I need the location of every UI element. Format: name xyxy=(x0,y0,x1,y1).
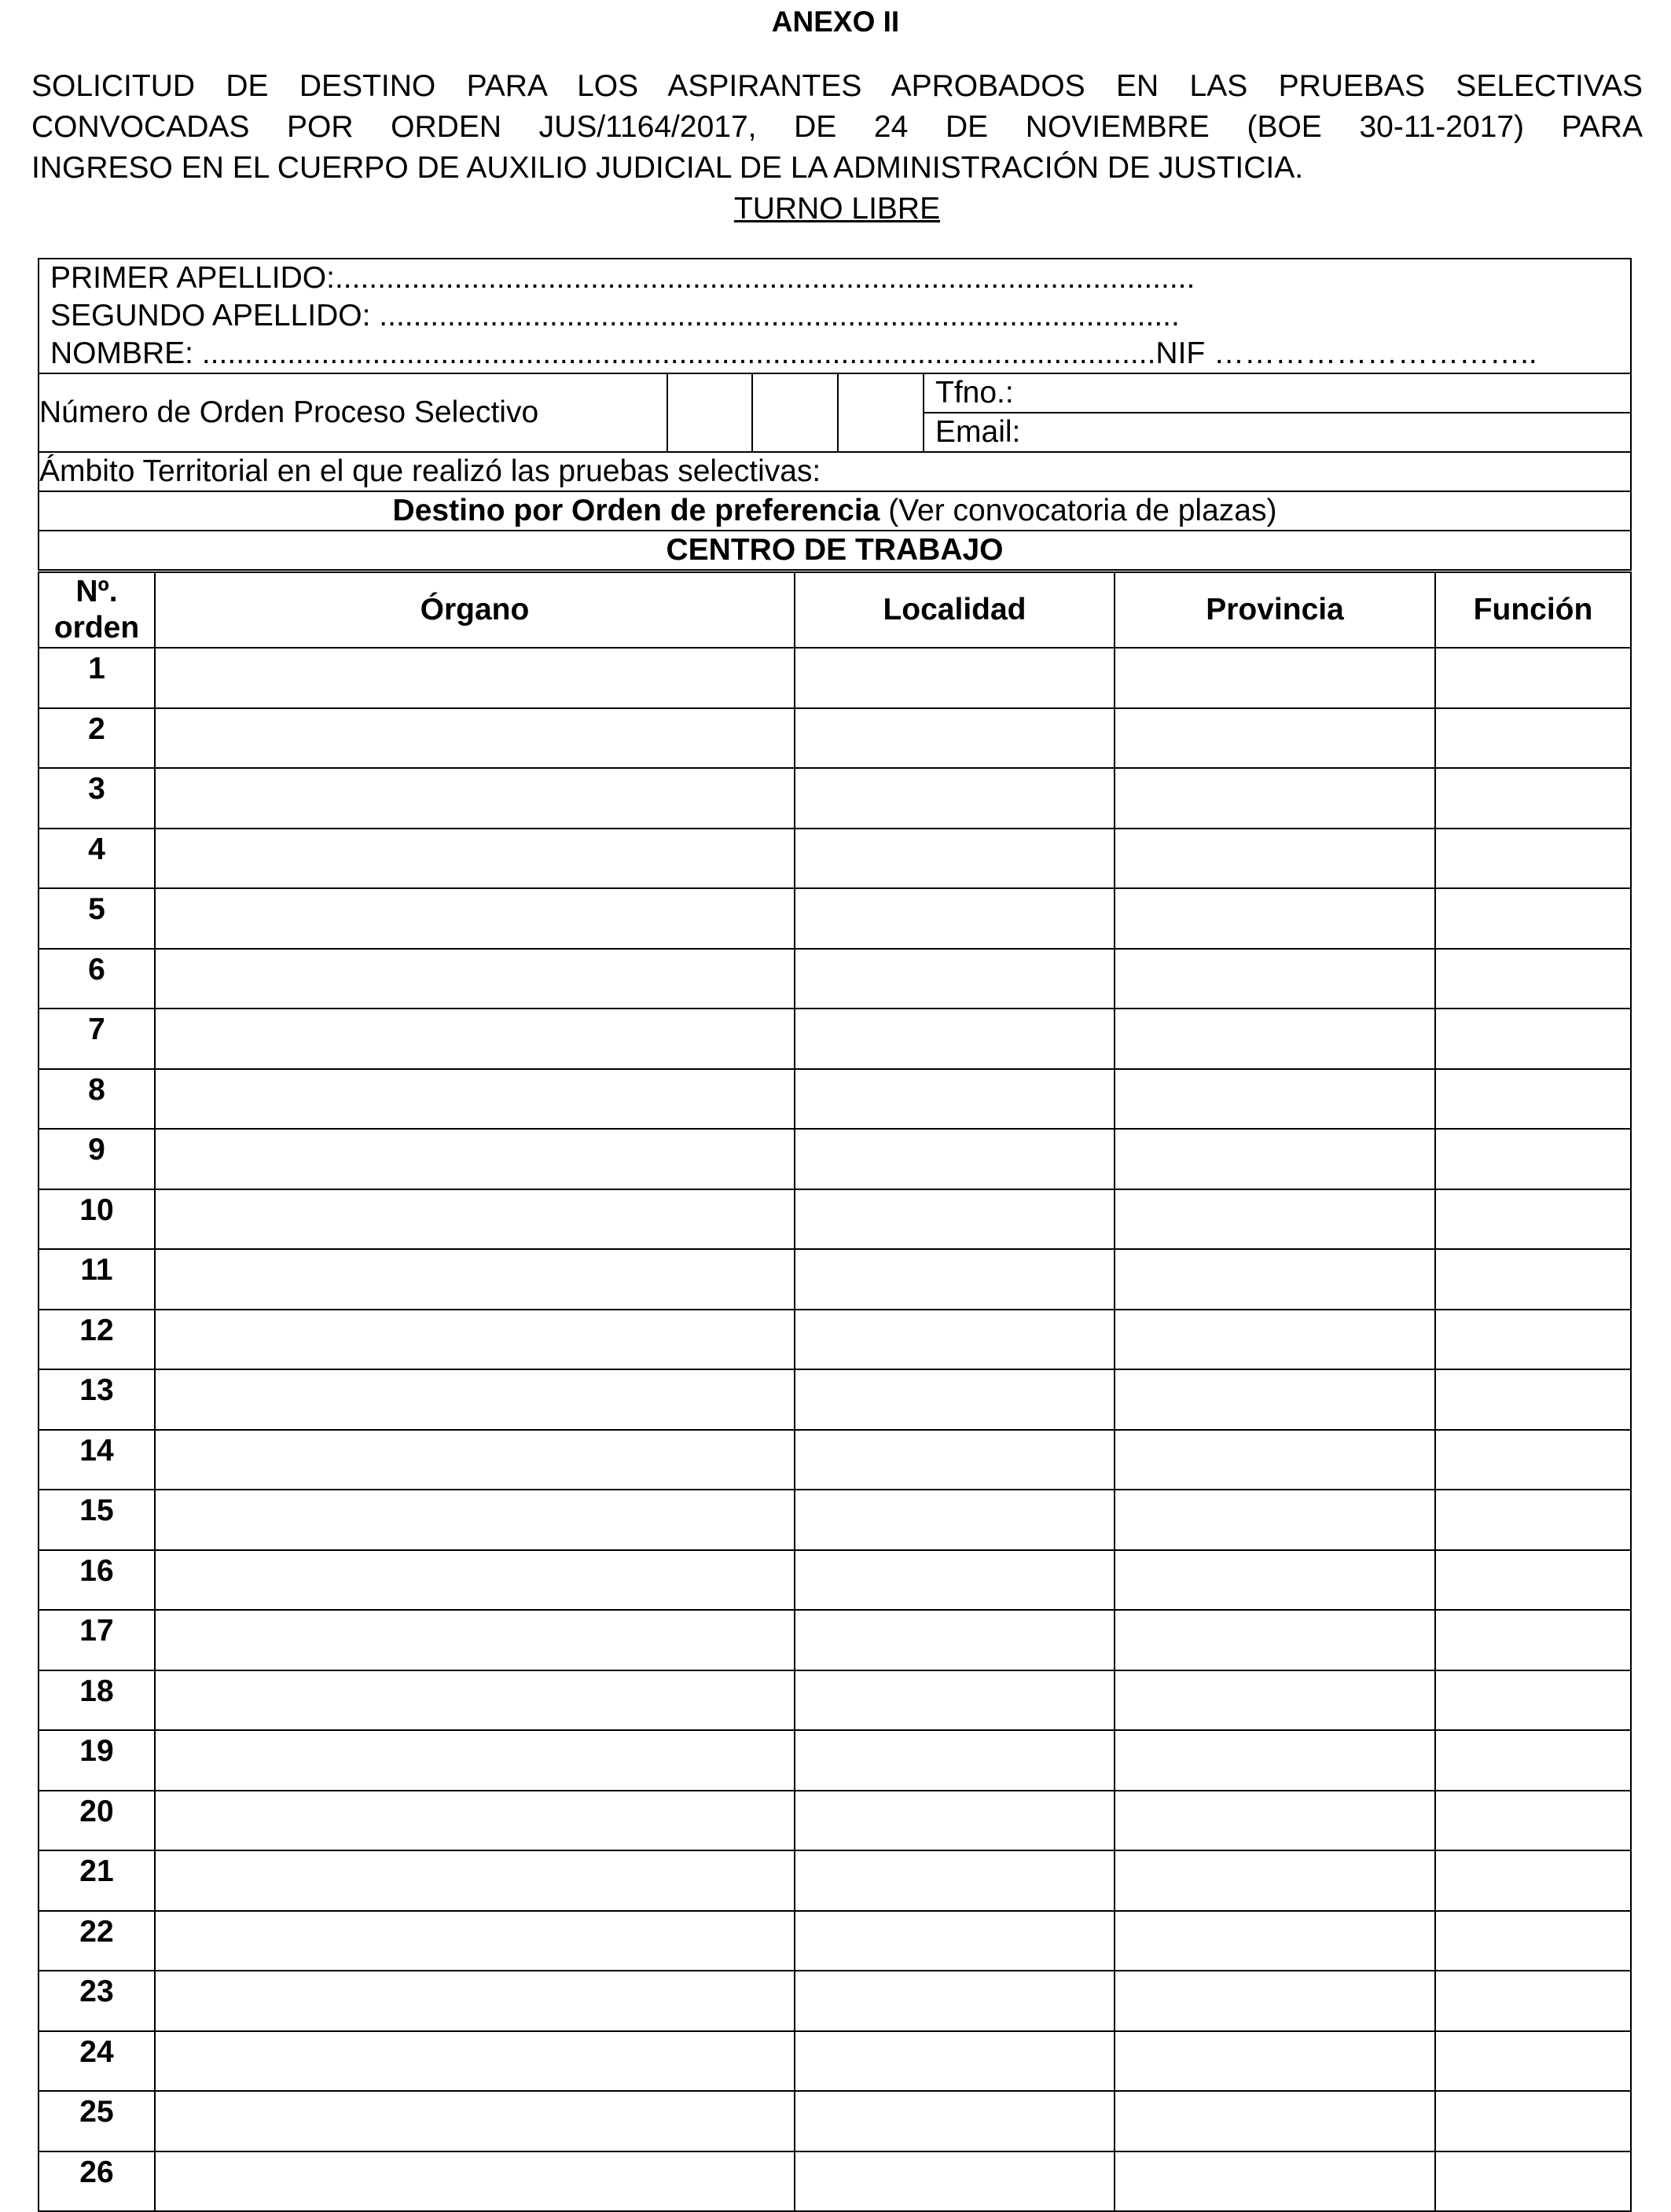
destino-heading xyxy=(39,491,1631,531)
row-number: 9 xyxy=(39,1129,155,1189)
table-row xyxy=(39,1069,1631,1130)
destino-note: (Ver convocatoria de plazas) xyxy=(880,494,1277,527)
localidad-cell[interactable] xyxy=(795,1911,1115,1971)
provincia-cell[interactable] xyxy=(1115,1730,1435,1791)
intro-line-2: CONVOCADAS POR ORDEN JUS/1164/2017, DE 24 DE NOVIEMBRE (BOE 30-11-2017) PARA xyxy=(31,110,1643,144)
funcion-cell[interactable] xyxy=(1435,768,1631,829)
table-row xyxy=(39,1610,1631,1670)
localidad-cell[interactable] xyxy=(795,1249,1115,1310)
provincia-cell[interactable] xyxy=(1115,829,1435,889)
primer-apellido-field[interactable]: PRIMER APELLIDO:..................................................................................................... xyxy=(50,261,1195,295)
funcion-cell[interactable] xyxy=(1435,1009,1631,1069)
row-number: 22 xyxy=(39,1911,155,1971)
organo-cell[interactable] xyxy=(155,1490,795,1550)
identity-cell xyxy=(39,259,1631,373)
localidad-cell[interactable] xyxy=(795,1550,1115,1611)
funcion-cell[interactable] xyxy=(1435,949,1631,1009)
funcion-cell[interactable] xyxy=(1435,1189,1631,1250)
organo-cell[interactable] xyxy=(155,1249,795,1310)
funcion-cell[interactable] xyxy=(1435,1069,1631,1130)
table-row xyxy=(39,888,1631,949)
provincia-cell[interactable] xyxy=(1115,768,1435,829)
table-row xyxy=(39,1850,1631,1911)
funcion-cell[interactable] xyxy=(1435,1249,1631,1310)
table-row xyxy=(39,768,1631,829)
row-number: 19 xyxy=(39,1730,155,1791)
col-header-num xyxy=(39,572,155,648)
destino-bold: Destino por Orden de preferencia xyxy=(392,494,880,527)
localidad-cell[interactable] xyxy=(795,1730,1115,1791)
row-number: 14 xyxy=(39,1430,155,1490)
organo-cell[interactable] xyxy=(155,1430,795,1490)
localidad-cell[interactable] xyxy=(795,1791,1115,1851)
funcion-cell[interactable] xyxy=(1435,2031,1631,2092)
funcion-cell[interactable] xyxy=(1435,1911,1631,1971)
turno-line xyxy=(31,189,1643,230)
row-number: 24 xyxy=(39,2031,155,2092)
provincia-cell[interactable] xyxy=(1115,2031,1435,2092)
funcion-cell[interactable] xyxy=(1435,648,1631,708)
funcion-cell[interactable] xyxy=(1435,1430,1631,1490)
row-number: 17 xyxy=(39,1610,155,1670)
provincia-cell[interactable] xyxy=(1115,2151,1435,2212)
row-number: 12 xyxy=(39,1310,155,1370)
provincia-cell[interactable] xyxy=(1115,1791,1435,1851)
applicant-form xyxy=(38,258,1632,571)
funcion-cell[interactable] xyxy=(1435,1550,1631,1611)
col-header-localidad: Localidad xyxy=(795,572,1115,648)
table-row xyxy=(39,1129,1631,1189)
provincia-cell[interactable] xyxy=(1115,1369,1435,1430)
localidad-cell[interactable] xyxy=(795,1850,1115,1911)
provincia-cell[interactable] xyxy=(1115,1129,1435,1189)
localidad-cell[interactable] xyxy=(795,949,1115,1009)
localidad-cell[interactable] xyxy=(795,2151,1115,2212)
destinations-table xyxy=(38,571,1632,2212)
provincia-cell[interactable] xyxy=(1115,2091,1435,2151)
table-row xyxy=(39,2031,1631,2092)
provincia-cell[interactable] xyxy=(1115,1911,1435,1971)
organo-cell[interactable] xyxy=(155,2151,795,2212)
ambito-field[interactable]: Ámbito Territorial en el que realizó las pruebas selectivas: xyxy=(39,452,1631,491)
provincia-cell[interactable] xyxy=(1115,1850,1435,1911)
table-row xyxy=(39,949,1631,1009)
provincia-cell[interactable] xyxy=(1115,648,1435,708)
localidad-cell[interactable] xyxy=(795,1670,1115,1731)
intro-line-3: INGRESO EN EL CUERPO DE AUXILIO JUDICIAL DE LA ADMINISTRACIÓN DE JUSTICIA. xyxy=(31,151,1304,185)
organo-cell[interactable] xyxy=(155,1791,795,1851)
row-number: 4 xyxy=(39,829,155,889)
document-title: ANEXO II xyxy=(771,6,900,38)
organo-cell[interactable] xyxy=(155,949,795,1009)
table-row xyxy=(39,1249,1631,1310)
table-row xyxy=(39,1971,1631,2031)
provincia-cell[interactable] xyxy=(1115,1430,1435,1490)
table-row xyxy=(39,1911,1631,1971)
turno-label: TURNO LIBRE xyxy=(733,192,941,226)
organo-cell[interactable] xyxy=(155,1369,795,1430)
organo-cell[interactable] xyxy=(155,1730,795,1791)
row-number: 6 xyxy=(39,949,155,1009)
nombre-nif-field[interactable]: NOMBRE: ................................................................................................................NIF ………………………….. xyxy=(50,336,1537,370)
organo-cell[interactable] xyxy=(155,768,795,829)
localidad-cell[interactable] xyxy=(795,2031,1115,2092)
funcion-cell[interactable] xyxy=(1435,888,1631,949)
row-number: 18 xyxy=(39,1670,155,1731)
organo-cell[interactable] xyxy=(155,1009,795,1069)
funcion-cell[interactable] xyxy=(1435,1610,1631,1670)
localidad-cell[interactable] xyxy=(795,888,1115,949)
col-header-num-line2: orden xyxy=(53,611,140,645)
numero-orden-box-1[interactable] xyxy=(667,373,752,452)
localidad-cell[interactable] xyxy=(795,1971,1115,2031)
centro-trabajo-heading: CENTRO DE TRABAJO xyxy=(39,531,1631,570)
funcion-cell[interactable] xyxy=(1435,1791,1631,1851)
provincia-cell[interactable] xyxy=(1115,1550,1435,1611)
funcion-cell[interactable] xyxy=(1435,1490,1631,1550)
localidad-cell[interactable] xyxy=(795,1369,1115,1430)
provincia-cell[interactable] xyxy=(1115,1670,1435,1731)
table-row xyxy=(39,648,1631,708)
organo-cell[interactable] xyxy=(155,2091,795,2151)
funcion-cell[interactable] xyxy=(1435,1971,1631,2031)
numero-orden-label: Número de Orden Proceso Selectivo xyxy=(39,373,667,452)
localidad-cell[interactable] xyxy=(795,1430,1115,1490)
funcion-cell[interactable] xyxy=(1435,708,1631,769)
organo-cell[interactable] xyxy=(155,648,795,708)
localidad-cell[interactable] xyxy=(795,768,1115,829)
tfno-field[interactable]: Tfno.: xyxy=(924,373,1631,413)
table-row xyxy=(39,1791,1631,1851)
row-number: 15 xyxy=(39,1490,155,1550)
row-number: 5 xyxy=(39,888,155,949)
funcion-cell[interactable] xyxy=(1435,2151,1631,2212)
provincia-cell[interactable] xyxy=(1115,1610,1435,1670)
provincia-cell[interactable] xyxy=(1115,708,1435,769)
organo-cell[interactable] xyxy=(155,1850,795,1911)
organo-cell[interactable] xyxy=(155,1550,795,1611)
table-row xyxy=(39,1670,1631,1731)
provincia-cell[interactable] xyxy=(1115,949,1435,1009)
intro-line-1: SOLICITUD DE DESTINO PARA LOS ASPIRANTES APROBADOS EN LAS PRUEBAS SELECTIVAS xyxy=(31,69,1643,103)
funcion-cell[interactable] xyxy=(1435,1850,1631,1911)
row-number: 7 xyxy=(39,1009,155,1069)
localidad-cell[interactable] xyxy=(795,1490,1115,1550)
localidad-cell[interactable] xyxy=(795,1189,1115,1250)
localidad-cell[interactable] xyxy=(795,708,1115,769)
funcion-cell[interactable] xyxy=(1435,1369,1631,1430)
provincia-cell[interactable] xyxy=(1115,1490,1435,1550)
email-field[interactable]: Email: xyxy=(924,413,1631,452)
localidad-cell[interactable] xyxy=(795,1069,1115,1130)
funcion-cell[interactable] xyxy=(1435,1310,1631,1370)
table-row xyxy=(39,708,1631,769)
table-row xyxy=(39,1730,1631,1791)
table-row xyxy=(39,1369,1631,1430)
segundo-apellido-field[interactable]: SEGUNDO APELLIDO: .............................................................................................. xyxy=(50,299,1180,333)
table-row xyxy=(39,1009,1631,1069)
provincia-cell[interactable] xyxy=(1115,1009,1435,1069)
table-row xyxy=(39,2091,1631,2151)
table-row xyxy=(39,1490,1631,1550)
table-row xyxy=(39,829,1631,889)
organo-cell[interactable] xyxy=(155,829,795,889)
provincia-cell[interactable] xyxy=(1115,1249,1435,1310)
table-row xyxy=(39,2151,1631,2212)
col-header-provincia: Provincia xyxy=(1115,572,1435,648)
col-header-num-line1: Nº. xyxy=(75,575,118,608)
intro-paragraph xyxy=(31,66,1643,230)
provincia-cell[interactable] xyxy=(1115,1069,1435,1130)
localidad-cell[interactable] xyxy=(795,2091,1115,2151)
provincia-cell[interactable] xyxy=(1115,1310,1435,1370)
organo-cell[interactable] xyxy=(155,1610,795,1670)
organo-cell[interactable] xyxy=(155,1189,795,1250)
row-number: 26 xyxy=(39,2151,155,2212)
row-number: 20 xyxy=(39,1791,155,1851)
organo-cell[interactable] xyxy=(155,888,795,949)
col-header-funcion: Función xyxy=(1435,572,1631,648)
localidad-cell[interactable] xyxy=(795,648,1115,708)
table-row xyxy=(39,1189,1631,1250)
funcion-cell[interactable] xyxy=(1435,829,1631,889)
organo-cell[interactable] xyxy=(155,1911,795,1971)
table-row xyxy=(39,1310,1631,1370)
col-header-organo: Órgano xyxy=(155,572,795,648)
row-number: 11 xyxy=(39,1249,155,1310)
localidad-cell[interactable] xyxy=(795,829,1115,889)
provincia-cell[interactable] xyxy=(1115,1971,1435,2031)
funcion-cell[interactable] xyxy=(1435,1730,1631,1791)
row-number: 23 xyxy=(39,1971,155,2031)
row-number: 13 xyxy=(39,1369,155,1430)
funcion-cell[interactable] xyxy=(1435,2091,1631,2151)
funcion-cell[interactable] xyxy=(1435,1670,1631,1731)
row-number: 3 xyxy=(39,768,155,829)
localidad-cell[interactable] xyxy=(795,1009,1115,1069)
funcion-cell[interactable] xyxy=(1435,1129,1631,1189)
organo-cell[interactable] xyxy=(155,1129,795,1189)
organo-cell[interactable] xyxy=(155,708,795,769)
provincia-cell[interactable] xyxy=(1115,888,1435,949)
row-number: 10 xyxy=(39,1189,155,1250)
numero-orden-box-2[interactable] xyxy=(752,373,838,452)
organo-cell[interactable] xyxy=(155,1069,795,1130)
table-row xyxy=(39,1550,1631,1611)
row-number: 21 xyxy=(39,1850,155,1911)
provincia-cell[interactable] xyxy=(1115,1189,1435,1250)
row-number: 1 xyxy=(39,648,155,708)
organo-cell[interactable] xyxy=(155,2031,795,2092)
organo-cell[interactable] xyxy=(155,1670,795,1731)
numero-orden-box-3[interactable] xyxy=(838,373,924,452)
row-number: 2 xyxy=(39,708,155,769)
localidad-cell[interactable] xyxy=(795,1310,1115,1370)
localidad-cell[interactable] xyxy=(795,1129,1115,1189)
row-number: 8 xyxy=(39,1069,155,1130)
organo-cell[interactable] xyxy=(155,1971,795,2031)
row-number: 25 xyxy=(39,2091,155,2151)
row-number: 16 xyxy=(39,1550,155,1611)
table-row xyxy=(39,1430,1631,1490)
localidad-cell[interactable] xyxy=(795,1610,1115,1670)
organo-cell[interactable] xyxy=(155,1310,795,1370)
